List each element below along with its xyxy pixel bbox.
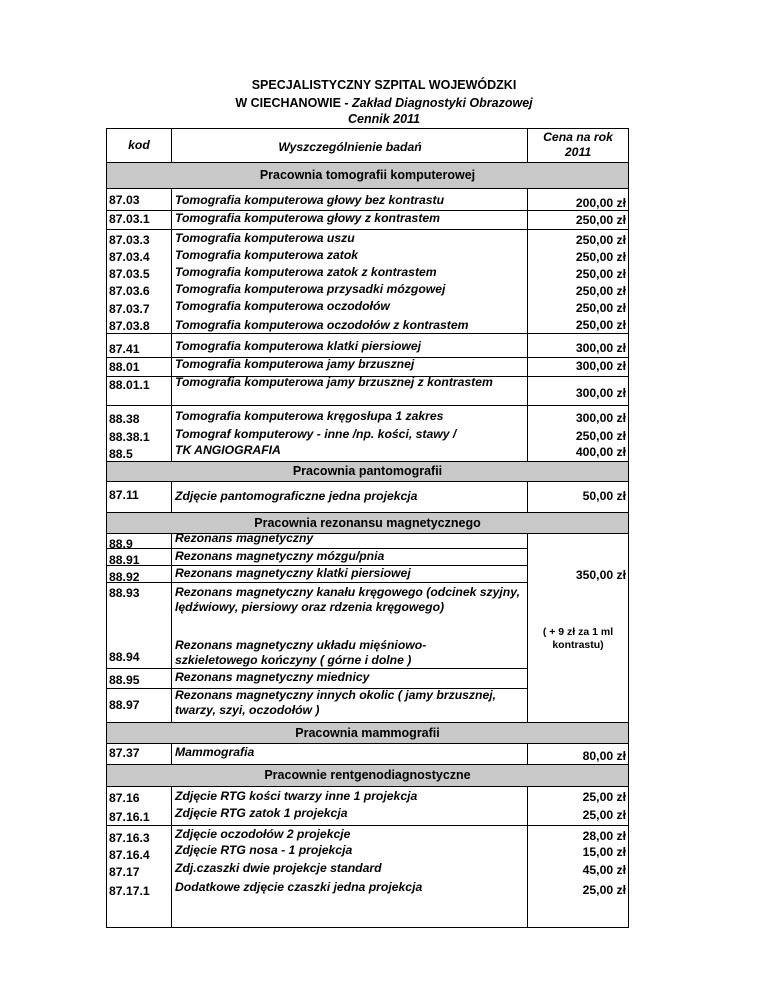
table-right-border [628, 128, 629, 927]
table-row-code: 87.03.3 [109, 233, 150, 247]
table-row-price: 250,00 zł [575, 284, 626, 298]
table-row-code: 87.03 [109, 193, 140, 207]
table-row-description: TK ANGIOGRAFIA [175, 443, 281, 457]
row-line [106, 825, 629, 826]
table-row-code: 87.16 [109, 791, 140, 805]
table-row-description: Tomografia komputerowa klatki piersiowej [175, 339, 422, 353]
table-row-description: Zdjęcie RTG nosa - 1 projekcja [175, 843, 353, 857]
table-row-price: 250,00 zł [575, 301, 626, 315]
table-row-code: 88.01.1 [109, 378, 150, 392]
section-radiography: Pracownie rentgenodiagnostyczne [107, 765, 628, 786]
column-header-description: Wyszczególnienie badań [278, 140, 422, 154]
table-row-price: 250,00 zł [575, 213, 626, 227]
mri-price: 350,00 zł [575, 568, 626, 582]
table-row-description: Rezonans magnetyczny układu mięśniowo-szkieletowego kończyny ( górne i dolne ) [175, 638, 427, 667]
hospital-name: SPECJALISTYCZNY SZPITAL WOJEWÓDZKI [251, 78, 517, 92]
table-row-code: 87.16.3 [109, 831, 150, 845]
row-line [106, 405, 629, 406]
table-row-price: 250,00 zł [575, 429, 626, 443]
table-row-price: 200,00 zł [575, 196, 626, 210]
table-row-price: 45,00 zł [582, 863, 626, 877]
table-row-code: 88.93 [109, 586, 140, 600]
table-row-description: Rezonans magnetyczny miednicy [175, 670, 370, 684]
column-header-kod: kod [128, 138, 150, 152]
table-row-description: Zdj.czaszki dwie projekcje standard [175, 861, 382, 875]
table-row-description: Rezonans magnetyczny [175, 531, 314, 545]
table-row-description: Tomografia komputerowa kręgosłupa 1 zakres [175, 409, 444, 423]
column-header-price: Cena na rok 2011 [543, 130, 613, 159]
row-line [106, 786, 629, 787]
row-line [106, 188, 629, 189]
table-row-code: 88.95 [109, 673, 140, 687]
table-row-price: 28,00 zł [582, 829, 626, 843]
table-row-code: 87.03.5 [109, 267, 150, 281]
table-row-code: 87.03.6 [109, 284, 150, 298]
hospital-subtitle [0, 96, 768, 110]
table-row-code: 87.16.1 [109, 810, 150, 824]
table-row-code: 87.17 [109, 865, 140, 879]
department-name: Zakład Diagnostyki Obrazowej [352, 96, 533, 110]
row-line [106, 668, 528, 669]
price-list-title: Cennik 2011 [347, 112, 421, 126]
table-row-price: 80,00 zł [582, 749, 626, 763]
table-row-description: Zdjęcie oczodołów 2 projekcje [175, 827, 351, 841]
hospital-city: W CIECHANOWIE - [235, 96, 353, 110]
table-row-description: Rezonans magnetyczny kanału kręgowego (odcinek szyjny, lędźwiowy, piersiowy oraz rdzenia kręgowego) [175, 585, 520, 614]
table-row-description: Zdjęcie pantomograficzne jedna projekcja [175, 489, 418, 503]
table-row-description: Tomografia komputerowa jamy brzusznej [175, 357, 415, 371]
table-row-price: 250,00 zł [575, 233, 626, 247]
table-row-description: Tomografia komputerowa uszu [175, 231, 355, 245]
row-line [106, 333, 629, 334]
table-row-price: 25,00 zł [582, 883, 626, 897]
table-row-code: 88.91 [109, 553, 140, 567]
row-line [106, 582, 528, 583]
table-row-description: Mammografia [175, 745, 255, 759]
table-row-description: Tomografia komputerowa jamy brzusznej z kontrastem [175, 375, 493, 389]
table-row-price: 50,00 zł [582, 489, 626, 503]
table-row-code: 87.03.4 [109, 250, 150, 264]
table-top-border [106, 128, 629, 129]
table-row-description: Tomografia komputerowa głowy z kontrastem [175, 211, 441, 225]
table-row-description: Tomografia komputerowa głowy bez kontrastu [175, 193, 445, 207]
table-row-description: Rezonans magnetyczny innych okolic ( jamy brzusznej, twarzy, szyi, oczodołów ) [175, 688, 497, 717]
table-row-description: Tomografia komputerowa przysadki mózgowej [175, 282, 446, 296]
table-row-code: 87.41 [109, 342, 140, 356]
table-row-code: 88.38.1 [109, 430, 150, 444]
table-row-description: Tomografia komputerowa zatok z kontrastem [175, 265, 437, 279]
table-row-code: 88.97 [109, 698, 140, 712]
table-row-description: Tomografia komputerowa zatok [175, 248, 359, 262]
table-row-description: Tomografia komputerowa oczodołów [175, 299, 390, 313]
table-row-code: 87.16.4 [109, 848, 150, 862]
table-row-price: 300,00 zł [575, 359, 626, 373]
section-ct: Pracownia tomografii komputerowej [107, 163, 628, 188]
table-row-code: 88.38 [109, 412, 140, 426]
table-row-description: Zdjęcie RTG zatok 1 projekcja [175, 806, 348, 820]
table-row-code: 87.11 [109, 488, 139, 502]
table-row-price: 300,00 zł [575, 341, 626, 355]
table-row-code: 87.03.1 [109, 212, 150, 226]
table-row-price: 250,00 zł [575, 267, 626, 281]
table-row-description: Dodatkowe zdjęcie czaszki jedna projekcja [175, 880, 423, 894]
table-row-price: 15,00 zł [582, 845, 626, 859]
table-row-code: 88.9 [109, 537, 133, 551]
table-row-code: 88.5 [109, 447, 133, 461]
section-pantomography: Pracownia pantomografii [107, 462, 628, 481]
table-row-price: 25,00 zł [582, 808, 626, 822]
table-row-price: 400,00 zł [575, 445, 626, 459]
table-row-price: 300,00 zł [575, 386, 626, 400]
table-row-description: Rezonans magnetyczny mózgu/pnia [175, 549, 385, 563]
table-row-code: 88.01 [109, 360, 140, 374]
section-mammography: Pracownia mammografii [107, 723, 628, 743]
table-row-description: Zdjęcie RTG kości twarzy inne 1 projekcja [175, 789, 418, 803]
row-line [106, 229, 629, 230]
table-bottom-border [106, 927, 629, 928]
mri-contrast-note: ( + 9 zł za 1 ml kontrastu) [542, 626, 614, 651]
table-row-description: Rezonans magnetyczny klatki piersiowej [175, 566, 411, 580]
table-row-price: 300,00 zł [575, 411, 626, 425]
row-line [106, 481, 629, 482]
table-row-code: 88.94 [109, 650, 140, 664]
table-row-description: Tomograf komputerowy - inne /np. kości, stawy / [175, 427, 457, 441]
table-row-code: 87.37 [109, 746, 140, 760]
table-row-price: 25,00 zł [582, 790, 626, 804]
table-row-code: 87.03.8 [109, 319, 150, 333]
table-row-code: 87.17.1 [109, 884, 150, 898]
table-row-description: Tomografia komputerowa oczodołów z kontrastem [175, 318, 469, 332]
table-row-code: 88.92 [109, 570, 140, 584]
table-row-code: 87.03.7 [109, 302, 150, 316]
table-row-price: 250,00 zł [575, 250, 626, 264]
section-mri: Pracownia rezonansu magnetycznego [107, 513, 628, 533]
row-line [106, 743, 629, 744]
table-row-price: 250,00 zł [575, 318, 626, 332]
